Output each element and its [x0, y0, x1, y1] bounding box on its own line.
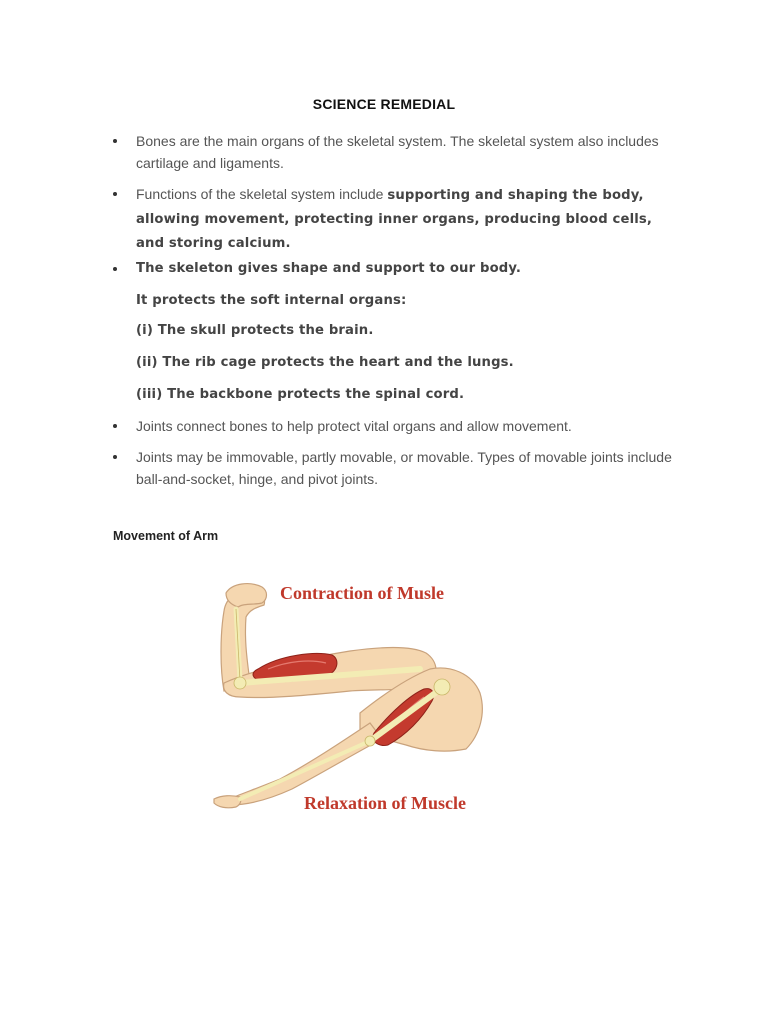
- section-heading: Movement of Arm: [113, 529, 219, 543]
- list-item-text: [136, 183, 676, 255]
- document-title: SCIENCE REMEDIAL: [312, 96, 456, 112]
- list-item-text: Bones are the main organs of the skeletal system. The skeletal system also includes cartilage and ligaments.: [136, 133, 659, 171]
- bullet-icon: [113, 267, 117, 271]
- subline: (i) The skull protects the brain.: [136, 323, 374, 338]
- relaxation-label: Relaxation of Muscle: [304, 793, 466, 813]
- arm-movement-illustration: [210, 573, 510, 818]
- bullet-icon: [113, 139, 117, 143]
- subline: It protects the soft internal organs:: [136, 293, 407, 308]
- contraction-label: Contraction of Musle: [280, 583, 444, 603]
- subline: (ii) The rib cage protects the heart and the lungs.: [136, 355, 514, 370]
- bullet-icon: [113, 455, 117, 459]
- bullet-icon: [113, 192, 117, 196]
- list-item-text-bold: supporting and shaping the body, allowing movement, protecting inner organs, producing blood cells, and storing calcium.: [136, 188, 653, 251]
- subline: (iii) The backbone protects the spinal cord.: [136, 387, 465, 402]
- bullet-icon: [113, 424, 117, 428]
- list-item-text-bold: The skeleton gives shape and support to our body.: [136, 261, 522, 276]
- list-item-text: Joints may be immovable, partly movable, or movable. Types of movable joints include ball-and-socket, hinge, and pivot joints.: [136, 449, 672, 487]
- list-item-text-plain: Functions of the skeletal system include: [136, 186, 388, 202]
- arm-movement-figure: [210, 573, 510, 818]
- list-item-text: Joints connect bones to help protect vital organs and allow movement.: [136, 418, 572, 434]
